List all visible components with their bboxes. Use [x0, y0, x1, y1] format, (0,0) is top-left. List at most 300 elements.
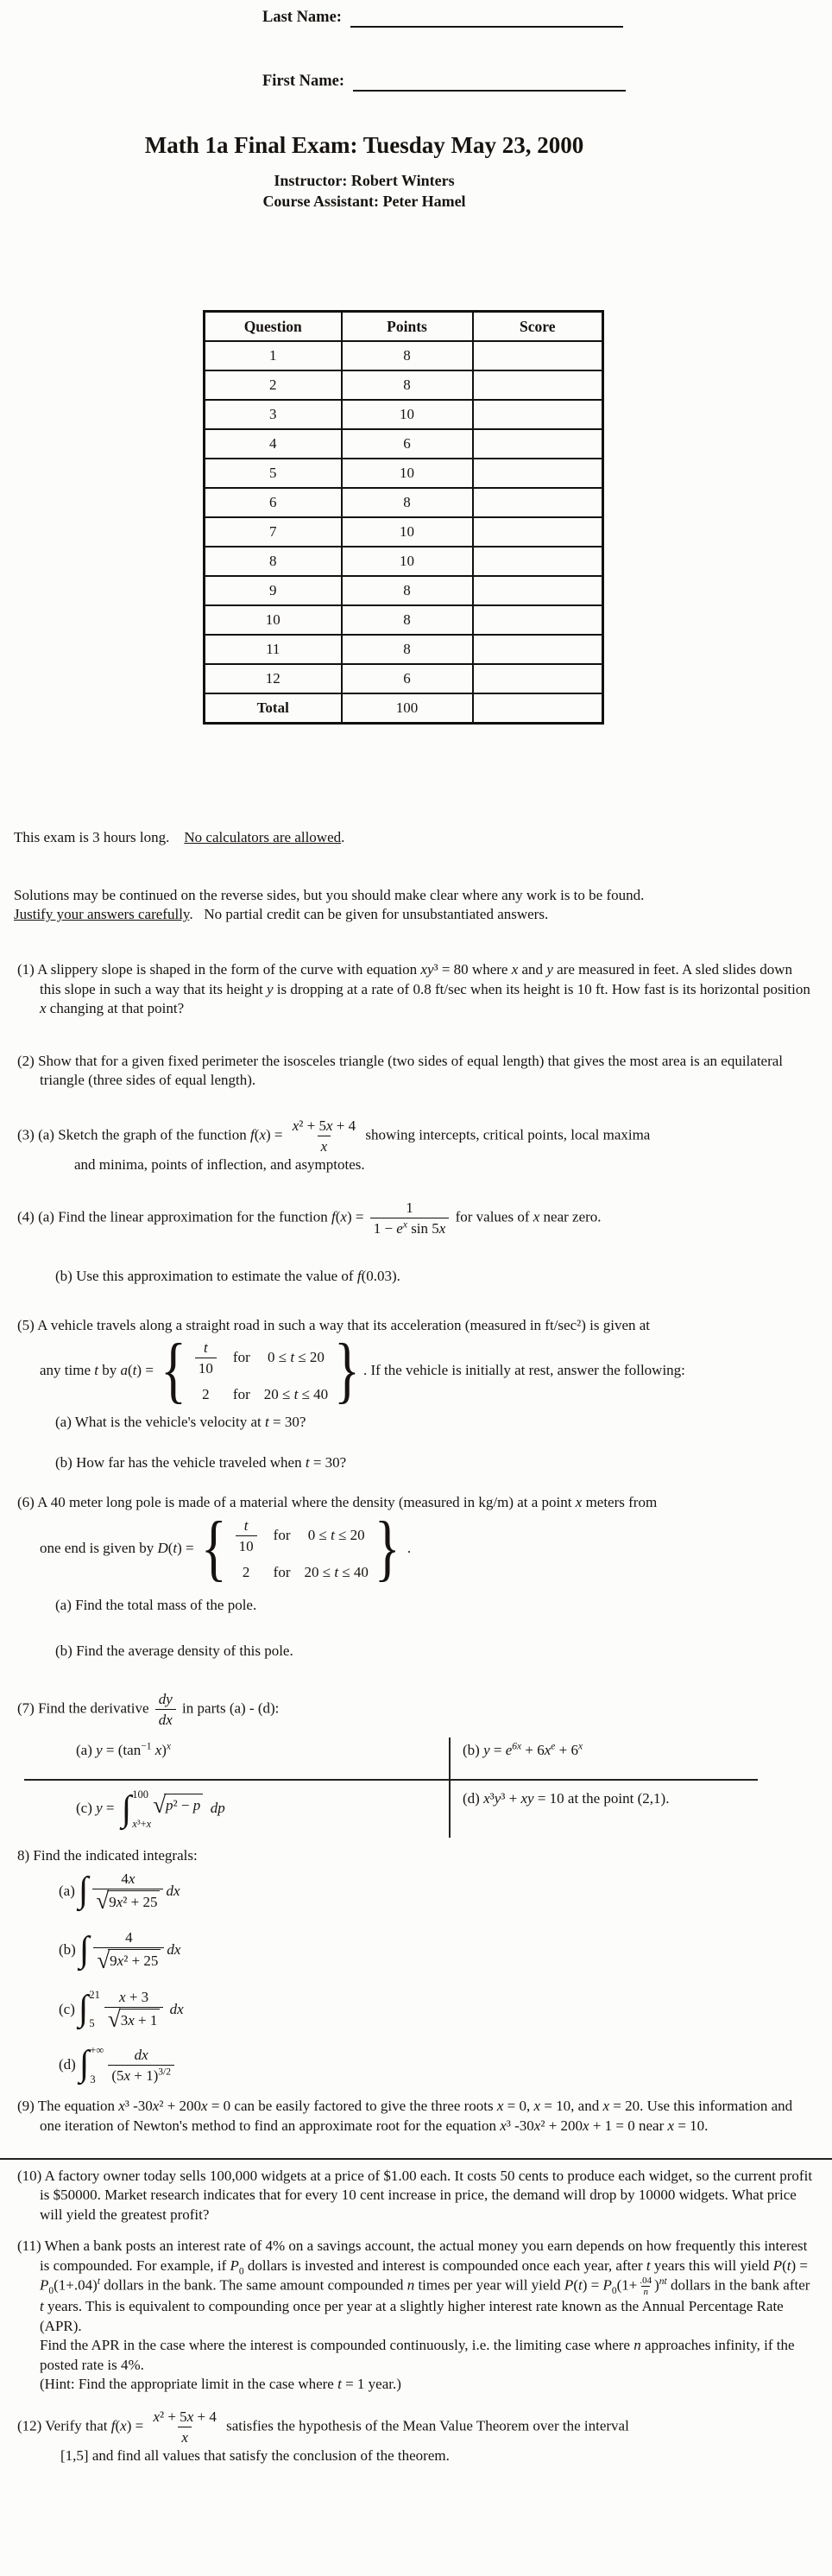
superscript: −1 — [141, 1741, 152, 1752]
first-name-blank-line — [353, 73, 626, 92]
lower-limit — [90, 2074, 104, 2085]
math-text: Solutions may be continued on the reverse sides, but you should make clear where any work is to be found. — [14, 886, 645, 903]
math-text: = 10. — [674, 2117, 709, 2134]
table-row — [205, 341, 603, 370]
score-cell-empty — [473, 664, 603, 693]
table-cell: 10 — [342, 400, 473, 429]
math-text: changing at that point? — [46, 1000, 185, 1017]
math-text: [1,5] and find all values that satisfy the conclusion of the theorem. — [60, 2447, 450, 2465]
integral-limits — [89, 1990, 100, 2029]
integral — [78, 1870, 89, 1911]
math-text: satisfies the hypothesis of the Mean Value Theorem over the interval — [222, 2417, 629, 2434]
piecewise-function — [200, 1507, 400, 1589]
math-text: = 1 year.) — [341, 2375, 401, 2392]
col-header-points: Points — [342, 312, 473, 342]
math-text: 4 — [125, 1929, 133, 1946]
problem-6-part-b — [55, 1642, 797, 1661]
math-text: = 20. — [609, 2098, 647, 2115]
math-text: ( — [115, 2417, 121, 2434]
math-variable: x — [128, 1870, 136, 1887]
math-text: meters from — [582, 1494, 658, 1511]
table-row — [205, 576, 603, 605]
math-variable: y — [96, 1742, 103, 1759]
math-text: (1+.04) — [54, 2276, 98, 2294]
math-text: (0.03). — [361, 1268, 400, 1285]
piecewise-rows — [192, 1335, 328, 1408]
math-variable: dx — [134, 2046, 148, 2063]
math-variable: t — [577, 2276, 583, 2294]
math-variable: a — [120, 1362, 128, 1379]
math-variable: dx — [166, 1882, 180, 1899]
math-text: = 10, and — [540, 2098, 603, 2115]
math-variable: f — [331, 1208, 336, 1225]
math-text: (a) What is the vehicle's velocity at — [55, 1414, 266, 1431]
math-text: (2) Show that for a given fixed perimeter the isosceles triangle (two sides of equal length) that gives the most area is an equilateral triangle (three sides of equal length). — [17, 1052, 784, 1089]
denominator — [236, 1535, 257, 1555]
problem-10 — [14, 2167, 816, 2225]
problem-11-para3 — [14, 2375, 816, 2394]
table-cell: 9 — [205, 576, 342, 605]
integral-sign: ∫ — [79, 1929, 90, 1970]
math-text: .04 — [640, 2275, 652, 2287]
problem-8-part-d — [59, 2045, 816, 2085]
denominator — [178, 2427, 192, 2446]
last-name-row — [262, 7, 816, 28]
math-variable: P — [40, 2276, 49, 2294]
math-text: ) — [654, 2276, 659, 2294]
math-variable: t — [243, 1516, 249, 1534]
fraction — [638, 2275, 653, 2297]
math-text: ) = — [177, 1539, 198, 1556]
piecewise-cell — [233, 1516, 260, 1555]
math-variable: x — [117, 1953, 124, 1970]
math-variable: x — [152, 2098, 160, 2115]
last-name-blank-line — [350, 9, 623, 28]
math-variable: dp — [210, 1800, 225, 1817]
score-table-total — [205, 693, 603, 724]
problem-3-line1 — [14, 1117, 816, 1155]
math-text: showing intercepts, critical points, local maxima — [362, 1126, 651, 1143]
left-brace: { — [200, 1507, 227, 1589]
integral — [79, 1990, 100, 2029]
problem-2 — [14, 1052, 816, 1091]
problem-7-part-c — [24, 1779, 449, 1838]
math-text: + 3 — [125, 1988, 149, 2005]
problem-8-part-a — [59, 1870, 816, 1913]
table-cell: 8 — [342, 341, 473, 370]
problem-7-parts-grid — [24, 1737, 816, 1838]
math-text: = 30? — [309, 1453, 347, 1471]
math-variable: x — [146, 1817, 152, 1830]
math-text: ² − — [173, 1796, 193, 1813]
math-variable: t — [305, 1453, 310, 1471]
score-cell-empty — [473, 635, 603, 664]
math-text: 100 — [132, 1788, 149, 1801]
math-text: 3 — [90, 2073, 96, 2085]
math-text: 20 ≤ — [304, 1563, 335, 1580]
problem-6-part-a — [55, 1596, 797, 1615]
radical-glyph: √ — [107, 2006, 121, 2033]
math-variable: f — [250, 1126, 255, 1143]
math-text: ≤ 40 — [338, 1563, 369, 1580]
math-text: 1 − — [373, 1220, 397, 1237]
math-text: (1+ — [616, 2276, 638, 2294]
math-text: for — [232, 1385, 250, 1402]
math-text: (a) — [59, 1882, 75, 1899]
math-text: (c) — [76, 1800, 97, 1817]
math-variable: xy — [420, 961, 434, 978]
math-text: (4) (a) Find the linear approximation for the function — [17, 1208, 331, 1225]
piecewise-cell — [308, 1526, 365, 1545]
math-text: (d) — [59, 2055, 76, 2073]
math-text: ³ — [489, 1790, 495, 1807]
table-cell: 8 — [342, 488, 473, 517]
math-variable: y — [267, 980, 274, 997]
denominator — [104, 2007, 163, 2031]
math-variable: x — [667, 2117, 675, 2134]
math-text — [203, 1800, 211, 1816]
math-text: ² + 200 — [540, 2117, 583, 2134]
radicand — [164, 1794, 203, 1815]
math-variable: P — [772, 2256, 783, 2274]
math-variable: x — [153, 2408, 160, 2426]
math-variable: x — [119, 1988, 126, 2005]
math-variable: x — [602, 2098, 609, 2115]
problem-8-part-c — [59, 1988, 816, 2031]
math-text: . — [403, 1539, 412, 1556]
math-variable: x — [123, 2066, 131, 2084]
table-cell: 8 — [342, 576, 473, 605]
math-text: 4 — [121, 1870, 129, 1887]
fraction — [149, 2408, 219, 2446]
math-text: are measured in feet. A sled slides down this slope in such a way that its height — [40, 961, 792, 997]
problem-11-para2 — [14, 2336, 816, 2375]
math-variable: t — [646, 2256, 651, 2274]
math-text: + 6 — [521, 1742, 545, 1759]
math-variable: x — [500, 2117, 507, 2134]
solutions-instruction-line1 — [14, 886, 816, 905]
square-root — [96, 1888, 160, 1915]
math-text: 2 — [242, 1563, 250, 1580]
table-cell: 8 — [205, 547, 342, 576]
math-text: sin 5 — [407, 1220, 439, 1237]
table-cell: 6 — [205, 488, 342, 517]
table-row — [205, 459, 603, 488]
piecewise-cell — [233, 1385, 250, 1404]
math-variable: t — [265, 1414, 269, 1431]
square-root — [107, 2006, 160, 2033]
math-text: (b) Find the average density of this pole. — [55, 1642, 293, 1659]
math-variable: x — [128, 2011, 135, 2029]
math-variable: t — [293, 1385, 299, 1402]
math-text: dollars in the bank. The same amount compounded — [100, 2276, 407, 2294]
fraction — [108, 2046, 174, 2085]
problem-11-para1 — [14, 2237, 816, 2336]
numerator — [149, 2408, 219, 2427]
math-text: ( — [335, 1208, 341, 1225]
math-text: ) = — [346, 1208, 368, 1225]
numerator — [241, 1516, 252, 1535]
math-variable: P — [564, 2276, 574, 2294]
table-cell: 8 — [342, 635, 473, 664]
lower-limit — [132, 1819, 151, 1830]
table-cell: 10 — [342, 517, 473, 547]
table-row — [205, 400, 603, 429]
problem-12-line2 — [35, 2446, 816, 2465]
math-text: 2 — [202, 1385, 210, 1402]
math-text: and — [518, 961, 547, 978]
math-variable: x — [575, 1494, 583, 1511]
math-text: = 10 at the point (2,1). — [533, 1790, 670, 1807]
math-text: ≤ 20 — [334, 1527, 365, 1544]
numerator — [402, 1199, 417, 1218]
problem-7-part-d — [449, 1779, 758, 1838]
math-text: years. This is equivalent to compounding once per year at a slightly higher interest rate known as the Annual Percentage Rate (APR). — [40, 2298, 784, 2334]
table-cell: 7 — [205, 517, 342, 547]
math-variable: e — [505, 1742, 513, 1759]
math-variable: f — [110, 2417, 116, 2434]
math-variable: t — [132, 1362, 137, 1379]
denominator — [370, 1218, 450, 1237]
piecewise-function — [161, 1330, 360, 1411]
math-variable: x — [533, 1208, 540, 1225]
math-text: (b) — [463, 1742, 484, 1759]
math-variable: t — [337, 2375, 342, 2392]
math-text: for — [273, 1527, 291, 1544]
piecewise-cell — [264, 1385, 328, 1404]
math-text: ≤ 20 — [294, 1349, 325, 1366]
problem-7-part-b — [449, 1737, 758, 1779]
math-variable: x — [583, 2117, 589, 2134]
score-cell-empty — [473, 693, 603, 724]
math-variable: x — [116, 1893, 123, 1910]
math-text: for values of — [451, 1208, 533, 1225]
fraction — [104, 1988, 163, 2031]
math-text: ³ = 80 where — [433, 961, 512, 978]
math-text: (10) A factory owner today sells 100,000 widgets at a price of $1.00 each. It costs 50 cents to produce each widget, so the current profit is $50000. Market research indicates that for every 10 cent increase in price, the demand will drop by 10000 widgets. What price will yield the greatest profit? — [17, 2168, 813, 2223]
col-header-score: Score — [473, 312, 603, 342]
math-variable: p — [166, 1796, 173, 1813]
math-text: is dropping at a rate of 0.8 ft/sec when its height is 10 ft. How fast is its horizontal position — [273, 980, 810, 997]
math-text: 0 ≤ — [268, 1349, 291, 1366]
staff-block — [14, 171, 715, 212]
piecewise-rows — [233, 1513, 369, 1585]
solutions-instruction-line2 — [14, 905, 816, 924]
math-text: (1) A slippery slope is shaped in the form of the curve with equation — [17, 961, 421, 978]
math-text: ² + 25 — [123, 1893, 158, 1910]
problem-5-line2 — [14, 1330, 816, 1411]
score-cell-empty — [473, 488, 603, 517]
problem-7-part-a — [24, 1737, 449, 1779]
math-variable: t — [786, 2256, 791, 2274]
problem-1 — [14, 960, 816, 1018]
math-text: ( — [782, 2256, 787, 2274]
math-variable: y — [494, 1790, 501, 1807]
math-text: + 4 — [332, 1117, 356, 1134]
problem-8-intro — [14, 1846, 816, 1865]
math-text: ) = — [265, 1126, 287, 1143]
math-text: in parts (a) - (d): — [178, 1699, 280, 1717]
superscript: x — [577, 1741, 583, 1752]
denominator — [318, 1136, 331, 1155]
math-text: (3) (a) Sketch the graph of the function — [17, 1126, 251, 1143]
math-variable: x — [340, 1208, 347, 1225]
math-text: (b) Use this approximation to estimate the value of — [55, 1268, 357, 1285]
math-text: ) = — [582, 2276, 603, 2294]
table-cell: 10 — [205, 605, 342, 635]
math-variable: e — [396, 1220, 403, 1237]
fraction — [370, 1199, 450, 1237]
numerator — [155, 1690, 176, 1709]
math-text: ) = — [791, 2256, 808, 2274]
score-cell-empty — [473, 576, 603, 605]
table-cell: 3 — [205, 400, 342, 429]
fraction — [289, 1117, 359, 1155]
math-text: dollars in the bank after — [666, 2276, 810, 2294]
integral-sign: ∫ — [79, 2044, 90, 2085]
math-variable: dx — [169, 2000, 184, 2017]
math-text: one end is given by — [40, 1539, 158, 1556]
math-text: ² + 5 — [299, 1117, 326, 1134]
math-variable: dy — [158, 1691, 173, 1708]
math-text: ( — [573, 2276, 578, 2294]
numerator — [289, 1117, 359, 1136]
superscript: 6x — [512, 1741, 522, 1752]
underlined-text: No calculators are allowed — [184, 829, 342, 846]
problem-6-line1 — [14, 1493, 816, 1512]
upper-limit — [132, 1789, 151, 1801]
piecewise-cell — [202, 1385, 210, 1404]
table-row — [205, 488, 603, 517]
math-text: ³ -30 — [124, 2098, 153, 2115]
superscript: e — [551, 1741, 556, 1752]
math-variable: t — [204, 1339, 208, 1356]
math-text: Use this information and one iteration of Newton's method to find an approximate root for the equation — [40, 2098, 793, 2134]
fraction — [195, 1339, 217, 1377]
math-text: = 0 can be easily factored to give the three roots — [207, 2098, 497, 2115]
left-brace: { — [161, 1330, 186, 1411]
fraction — [92, 1870, 163, 1913]
math-variable: x — [438, 1220, 446, 1237]
math-text: ) = — [126, 2417, 148, 2434]
table-row — [205, 605, 603, 635]
denominator — [195, 1358, 217, 1377]
math-variable: x — [118, 2098, 125, 2115]
math-variable: p — [192, 1796, 201, 1813]
radical-glyph: √ — [96, 1888, 110, 1915]
denominator — [641, 2286, 650, 2297]
numerator — [117, 1870, 138, 1889]
square-root — [97, 1946, 161, 1973]
table-cell: 11 — [205, 635, 342, 664]
math-text: Find the APR in the case where the interest is compounded continuously, i.e. the limiting case where — [40, 2337, 634, 2354]
upper-limit — [89, 1990, 100, 2001]
problem-12-line1 — [14, 2408, 816, 2446]
problem-6-line2 — [14, 1507, 816, 1589]
numerator — [638, 2275, 653, 2286]
math-text: near zero. — [539, 1208, 602, 1225]
math-text: ³ + — [501, 1790, 521, 1807]
math-variable: xy — [520, 1790, 534, 1807]
math-variable: x — [259, 1126, 266, 1143]
math-text: years this will yield — [650, 2256, 773, 2274]
math-variable: x — [132, 1817, 137, 1830]
instructor-line: Instructor: Robert Winters — [274, 172, 455, 190]
table-cell: 6 — [342, 429, 473, 459]
math-variable: n — [643, 2287, 648, 2298]
math-text: 1 — [406, 1199, 413, 1217]
math-text: +∞ — [90, 2044, 104, 2057]
subscript: 0 — [48, 2286, 54, 2296]
piecewise-cell — [192, 1339, 219, 1377]
math-variable: t — [331, 1527, 335, 1544]
piecewise-cell — [243, 1563, 250, 1582]
score-cell-empty — [473, 341, 603, 370]
math-text: any time — [40, 1362, 95, 1379]
math-variable: x — [325, 1117, 333, 1134]
math-text: times per year will yield — [414, 2276, 564, 2294]
math-variable: y — [96, 1800, 103, 1817]
problem-9 — [14, 2097, 816, 2136]
table-cell: 10 — [342, 459, 473, 488]
exam-length-instruction — [14, 828, 816, 847]
subscript: 0 — [238, 2266, 244, 2277]
numerator — [122, 1928, 136, 1947]
table-cell: 8 — [342, 605, 473, 635]
math-text: by — [98, 1362, 121, 1379]
table-row — [205, 693, 603, 724]
math-variable: t — [173, 1539, 178, 1556]
radical-glyph: √ — [153, 1792, 167, 1819]
score-cell-empty — [473, 547, 603, 576]
math-text: (a) Find the total mass of the pole. — [55, 1597, 257, 1614]
lower-limit — [89, 2018, 100, 2029]
math-text: 9 — [110, 1953, 117, 1970]
math-variable: n — [407, 2276, 415, 2294]
problem-7-intro — [14, 1690, 816, 1729]
math-variable: x — [201, 2098, 208, 2115]
math-text: . — [341, 829, 345, 846]
underlined-text: Justify your answers carefully — [14, 906, 190, 923]
piecewise-cell — [274, 1563, 291, 1582]
math-text: 0 ≤ — [307, 1527, 331, 1544]
math-text: = — [102, 1800, 118, 1817]
table-cell: Total — [205, 693, 342, 724]
math-text: for — [232, 1349, 250, 1366]
math-text: 3 — [120, 2011, 129, 2029]
table-cell: 4 — [205, 429, 342, 459]
radicand — [107, 1890, 160, 1911]
superscript: x — [166, 1741, 172, 1752]
math-variable: x — [320, 1137, 328, 1155]
table-row — [205, 429, 603, 459]
math-text: ) = — [136, 1362, 158, 1379]
math-variable: x — [181, 2429, 188, 2446]
math-variable: t — [40, 2298, 44, 2315]
math-variable: t — [334, 1563, 339, 1580]
superscript: t — [97, 2275, 101, 2287]
problem-4-part-a — [14, 1199, 816, 1237]
math-variable: P — [602, 2276, 612, 2294]
math-text: 8) Find the indicated integrals: — [17, 1847, 198, 1864]
table-cell: 100 — [342, 693, 473, 724]
table-cell: 12 — [205, 664, 342, 693]
integral-sign: ∫ — [78, 1870, 89, 1911]
table-row — [205, 664, 603, 693]
math-variable: x — [496, 2098, 504, 2115]
math-text: 10 — [198, 1359, 213, 1377]
score-cell-empty — [473, 605, 603, 635]
